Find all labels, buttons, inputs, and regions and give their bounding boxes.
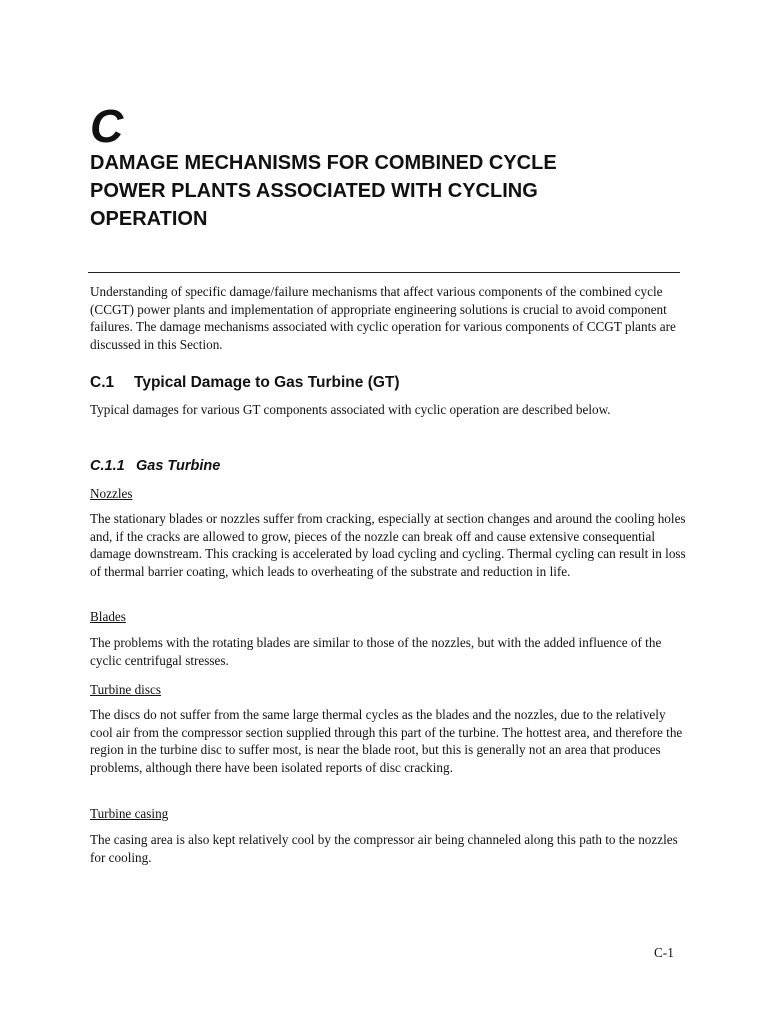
- turbine-discs-paragraph: The discs do not suffer from the same large thermal cycles as the blades and the nozzles, due to the relatively cool air from the compressor section supplied through this part of the turbine. The hottest area, and therefore the region in the turbine disc to suffer most, is near the blade root, but this is generally not an area that produces problems, although there have been isolated reports of disc cracking.: [90, 707, 683, 775]
- section-intro: Typical damages for various GT components associated with cyclic operation are described below.: [90, 402, 611, 417]
- subsection-number: C.1.1: [90, 458, 125, 474]
- section-title: Typical Damage to Gas Turbine (GT): [134, 374, 400, 391]
- blades-heading: Blades: [90, 609, 126, 624]
- title-line-3: OPERATION: [90, 208, 208, 230]
- title-line-1: DAMAGE MECHANISMS FOR COMBINED CYCLE: [90, 152, 557, 174]
- title-divider: [88, 272, 680, 273]
- page-number: C-1: [654, 945, 674, 960]
- section-number: C.1: [90, 374, 115, 391]
- chapter-title: [90, 149, 690, 233]
- nozzles-heading: Nozzles: [90, 486, 133, 501]
- subsection-heading: [90, 456, 220, 476]
- title-line-2: POWER PLANTS ASSOCIATED WITH CYCLING: [90, 180, 538, 202]
- turbine-discs-heading: Turbine discs: [90, 682, 161, 697]
- blades-paragraph: The problems with the rotating blades are similar to those of the nozzles, but with the added influence of the cyclic centrifugal stresses.: [90, 635, 662, 668]
- appendix-letter: C: [90, 100, 124, 152]
- intro-paragraph: Understanding of specific damage/failure mechanisms that affect various components of the combined cycle (CCGT) power plants and implementation of appropriate engineering solutions is crucial to avoid component failures. The damage mechanisms associated with cyclic operation for various components of CCGT plants are discussed in this Section.: [90, 284, 676, 352]
- section-heading: [90, 373, 400, 393]
- subsection-title: Gas Turbine: [136, 458, 221, 474]
- turbine-casing-heading: Turbine casing: [90, 806, 169, 821]
- turbine-casing-paragraph: The casing area is also kept relatively cool by the compressor air being channeled along this path to the nozzles for cooling.: [90, 832, 678, 865]
- nozzles-paragraph: The stationary blades or nozzles suffer from cracking, especially at section changes and around the cooling holes and, if the cracks are allowed to grow, pieces of the nozzle can break off and cause extensive consequential damage downstream. This cracking is accelerated by load cycling and cycling. Thermal cycling can result in loss of thermal barrier coating, which leads to overheating of the substrate and reduction in life.: [90, 511, 686, 579]
